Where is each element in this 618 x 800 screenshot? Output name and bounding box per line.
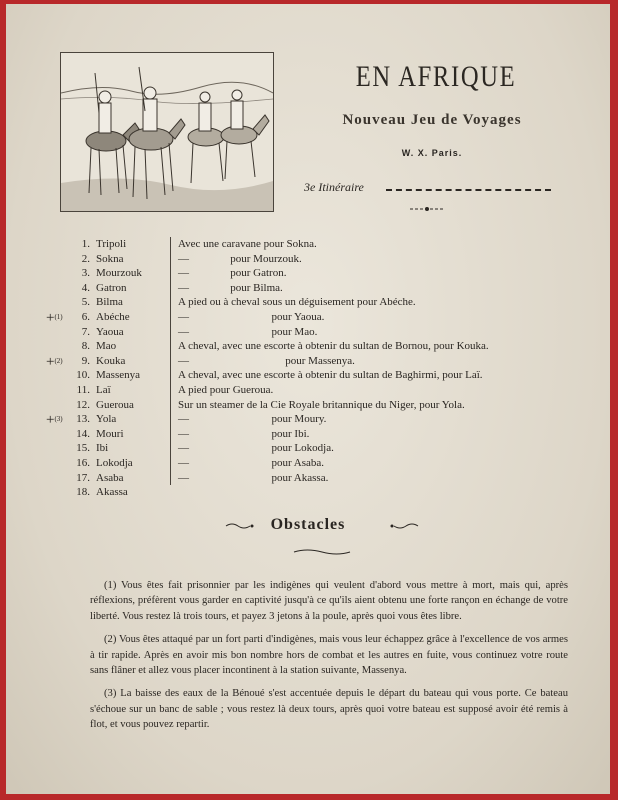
itinerary-row xyxy=(46,427,586,442)
stage-description: Avec une caravane pour Sokna. xyxy=(178,238,317,250)
itinerary-rule xyxy=(386,189,551,191)
stage-description: — pour Gatron. xyxy=(178,267,287,280)
plus-marker-icon: + xyxy=(46,353,55,370)
stage-place: Lokodja xyxy=(96,456,133,469)
stage-number: 18. xyxy=(76,486,90,499)
stage-number: 5. xyxy=(81,296,90,309)
stage-place: Asaba xyxy=(96,471,124,484)
stage-number: 17. xyxy=(76,471,90,484)
stage-number: 7. xyxy=(81,325,90,338)
stage-description: A pied pour Gueroua. xyxy=(178,383,274,396)
stage-place: Kouka xyxy=(96,354,126,367)
game-title: EN AFRIQUE xyxy=(355,60,517,93)
stage-number: 14. xyxy=(76,427,90,440)
plus-marker-icon: + xyxy=(46,309,55,326)
stage-place: Sokna xyxy=(96,252,124,265)
obstacle-paragraph-1: (1) Vous êtes fait prisonnier par les indigènes qui veulent d'abord vous mettre à mort, mais qui, après réflexions, préfèrent vous garder en captivité jusqu'à ce qu'ils aient obtenu une forte rançon en échange de votre liberté. Vous restez là trois tours, et payez 3 jetons à la poule, après quoi vous êtes libre. xyxy=(90,580,568,622)
itinerary-row xyxy=(46,485,586,500)
itinerary-row xyxy=(46,383,586,398)
game-subtitle: Nouveau Jeu de Voyages xyxy=(342,112,522,128)
stage-description: — pour Yaoua. xyxy=(178,310,325,323)
itinerary-table xyxy=(46,237,586,500)
stage-place: Abéche xyxy=(96,310,130,323)
itinerary-row xyxy=(46,441,586,456)
stage-place: Mourzouk xyxy=(96,267,142,280)
stage-description: — pour Akassa. xyxy=(178,471,329,484)
stage-description: — pour Moury. xyxy=(178,413,327,426)
rules-sheet xyxy=(6,4,610,794)
stage-place: Yaoua xyxy=(96,325,124,338)
stage-description: — pour Lokodja. xyxy=(178,442,334,455)
stage-number: 16. xyxy=(76,456,90,469)
stage-number: 10. xyxy=(76,369,90,382)
stage-place: Tripoli xyxy=(96,238,127,250)
obstacle-paragraph-2: (2) Vous êtes attaqué par un fort parti d'indigènes, mais vous leur échappez grâce à l'excellence de vos armes à tir rapide. Après en avoir mis bon nombre hors de combat et les autres en fuite, vous continuez votre route sans flâner et allez vous placer incontinent à la station suivante, Massenya. xyxy=(90,634,568,677)
itinerary-row xyxy=(46,237,586,252)
stage-number: 2. xyxy=(81,252,90,265)
stage-description: A cheval, avec une escorte à obtenir du sultan de Bornou, pour Kouka. xyxy=(178,340,489,353)
flourish-right-icon xyxy=(390,522,420,530)
stage-description: — pour Massenya. xyxy=(178,354,355,367)
stage-description: — pour Ibi. xyxy=(178,427,310,440)
itinerary-row xyxy=(46,295,586,310)
publisher-mark: W. X. Paris. xyxy=(401,148,463,158)
stage-description: — pour Bilma. xyxy=(178,281,283,294)
itinerary-row xyxy=(46,354,586,369)
stage-number: 12. xyxy=(76,398,90,411)
stage-place: Ibi xyxy=(96,442,109,455)
riders-engraving xyxy=(61,53,273,211)
itinerary-row xyxy=(46,310,586,325)
itinerary-row xyxy=(46,325,586,340)
itinerary-row xyxy=(46,281,586,296)
stage-description: A cheval, avec une escorte à obtenir du sultan de Baghirmi, pour Laï. xyxy=(178,369,483,382)
obstacle-ref: (1) xyxy=(54,312,63,321)
stage-description: — pour Asaba. xyxy=(178,456,325,469)
itinerary-row xyxy=(46,368,586,383)
stage-description: Sur un steamer de la Cie Royale britannique du Niger, pour Yola. xyxy=(178,398,465,411)
stage-number: 9. xyxy=(81,354,90,367)
stage-place: Gueroua xyxy=(96,398,134,411)
itinerary-row xyxy=(46,412,586,427)
stage-number: 6. xyxy=(81,310,90,323)
stage-place: Laï xyxy=(96,383,111,396)
obstacle-ref: (2) xyxy=(54,356,63,365)
stage-description: — pour Mao. xyxy=(178,325,318,338)
stage-number: 8. xyxy=(81,340,90,353)
itinerary-row xyxy=(46,456,586,471)
stage-description: A pied ou à cheval sous un déguisement pour Abéche. xyxy=(178,296,416,309)
obstacle-paragraph-3: (3) La baisse des eaux de la Bénoué s'est accentuée depuis le départ du bateau qui vous porte. Ce bateau s'échoue sur un banc de sable ; vous restez là deux tours, après quoi votre bateau est supposé avoir été remis à flot, et vous pouvez repartir. xyxy=(90,688,568,731)
stage-place: Mao xyxy=(96,340,117,353)
obstacles-text xyxy=(90,578,568,741)
heading-underline-ornament-icon xyxy=(292,548,352,556)
ornament-divider-icon xyxy=(410,206,444,212)
plus-marker-icon: + xyxy=(46,412,55,429)
stage-number: 13. xyxy=(76,413,90,426)
stage-number: 11. xyxy=(76,383,90,396)
caravan-illustration xyxy=(60,52,274,212)
stage-place: Massenya xyxy=(96,369,140,382)
stage-place: Bilma xyxy=(96,296,123,309)
stage-place: Yola xyxy=(96,413,117,426)
itinerary-row xyxy=(46,266,586,281)
itinerary-row xyxy=(46,471,586,486)
obstacle-ref: (3) xyxy=(54,415,63,424)
itinerary-row xyxy=(46,339,586,354)
stage-place: Akassa xyxy=(96,486,128,499)
itinerary-row xyxy=(46,252,586,267)
itinerary-row xyxy=(46,398,586,413)
stage-number: 3. xyxy=(81,267,90,280)
itinerary-label: 3e Itinéraire xyxy=(304,180,364,194)
stage-number: 4. xyxy=(81,281,90,294)
stage-place: Mouri xyxy=(96,427,124,440)
stage-number: 15. xyxy=(76,442,90,455)
stage-place: Gatron xyxy=(96,281,127,294)
stage-number: 1. xyxy=(81,238,90,250)
obstacles-heading: Obstacles xyxy=(270,516,346,533)
stage-description: — pour Mourzouk. xyxy=(178,252,302,265)
